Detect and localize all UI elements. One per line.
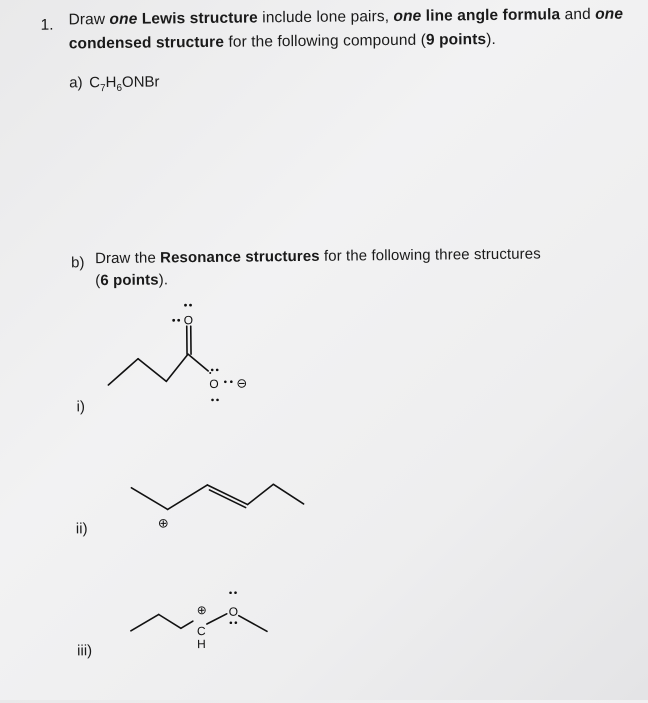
lone-pair-dot [211,369,214,372]
part-b-line2 [95,271,168,289]
lone-pair-dot [216,369,219,372]
part-b-text: for the following three structures [320,245,541,264]
negative-charge-icon: ⊖ [236,376,247,391]
hydrogen-atom: H [197,637,206,651]
part-b-points: 6 points [100,271,158,289]
lone-pair-dot [177,319,180,322]
bond [167,485,207,509]
formula-element: C [89,74,100,91]
part-b-text: Draw the [95,249,160,267]
bond [159,614,181,628]
q1-emphasis-one: one [595,6,623,23]
resonance-structures-text: Resonance structures [160,248,320,267]
structure-iii-label: iii) [77,642,92,659]
lone-pair-dot [235,621,238,624]
oxygen-atom: O [229,605,238,619]
bond [131,614,159,630]
lone-pair-dot [172,319,175,322]
bond [188,354,208,371]
part-a-label: a) [69,74,83,91]
lone-pair-dot [189,304,192,307]
bond [239,615,267,631]
part-b-text: ). [159,271,169,288]
bond [207,485,247,505]
part-b-line1 [95,245,541,267]
q1-text: Draw [68,11,109,28]
positive-charge-icon: ⊕ [158,515,169,530]
bond [138,358,166,381]
bond [207,614,227,624]
q1-emphasis-one: one [393,8,421,25]
lone-pair-dot [234,591,237,594]
oxygen-atom-top: O [184,313,193,327]
question-number: 1. [40,17,53,35]
formula-element: H [106,74,117,91]
oxygen-atom-bottom: O [209,377,218,391]
structure-iii-oxocarbenium [122,585,283,662]
part-b-label: b) [71,254,85,271]
lone-pair-dot [216,399,219,402]
question1-line2 [69,31,496,53]
structure-i-label: i) [76,398,85,415]
bond [273,484,303,504]
lone-pair-dot [230,380,233,383]
bond [131,487,167,509]
formula-subscript: 6 [116,83,122,94]
bond [166,354,188,381]
lone-pair-dot [230,621,233,624]
formula-element: ONBr [122,73,160,90]
lone-pair-dot [229,591,232,594]
structure-ii-allylic-cation [121,470,322,542]
lone-pair-dot [211,399,214,402]
positive-charge-icon: ⊕ [197,603,207,617]
bond-dot [209,372,211,374]
q1-lewis-structure: Lewis structure [137,9,258,27]
lone-pair-dot [224,380,227,383]
formula-subscript: 7 [100,83,106,94]
q1-text: and [560,6,595,23]
q1-line-angle-formula: line angle formula [421,6,560,24]
carbon-atom: C [197,624,206,638]
q1-points: 9 points [426,31,486,49]
q1-emphasis-one: one [109,11,137,28]
q1-text: for the following compound ( [224,32,426,51]
double-bond [209,490,245,508]
q1-text: ). [486,31,496,48]
part-b-text: ( [95,272,100,289]
bond [247,484,273,504]
q1-text: include lone pairs, [258,8,394,26]
q1-condensed-structure: condensed structure [69,34,224,53]
question1-line1 [68,6,623,30]
structure-ii-label: ii) [76,520,88,537]
part-a-formula [89,73,160,94]
lone-pair-dot [184,304,187,307]
bond [181,621,193,628]
bond [108,359,138,385]
structure-i-carboxylate [99,295,280,412]
